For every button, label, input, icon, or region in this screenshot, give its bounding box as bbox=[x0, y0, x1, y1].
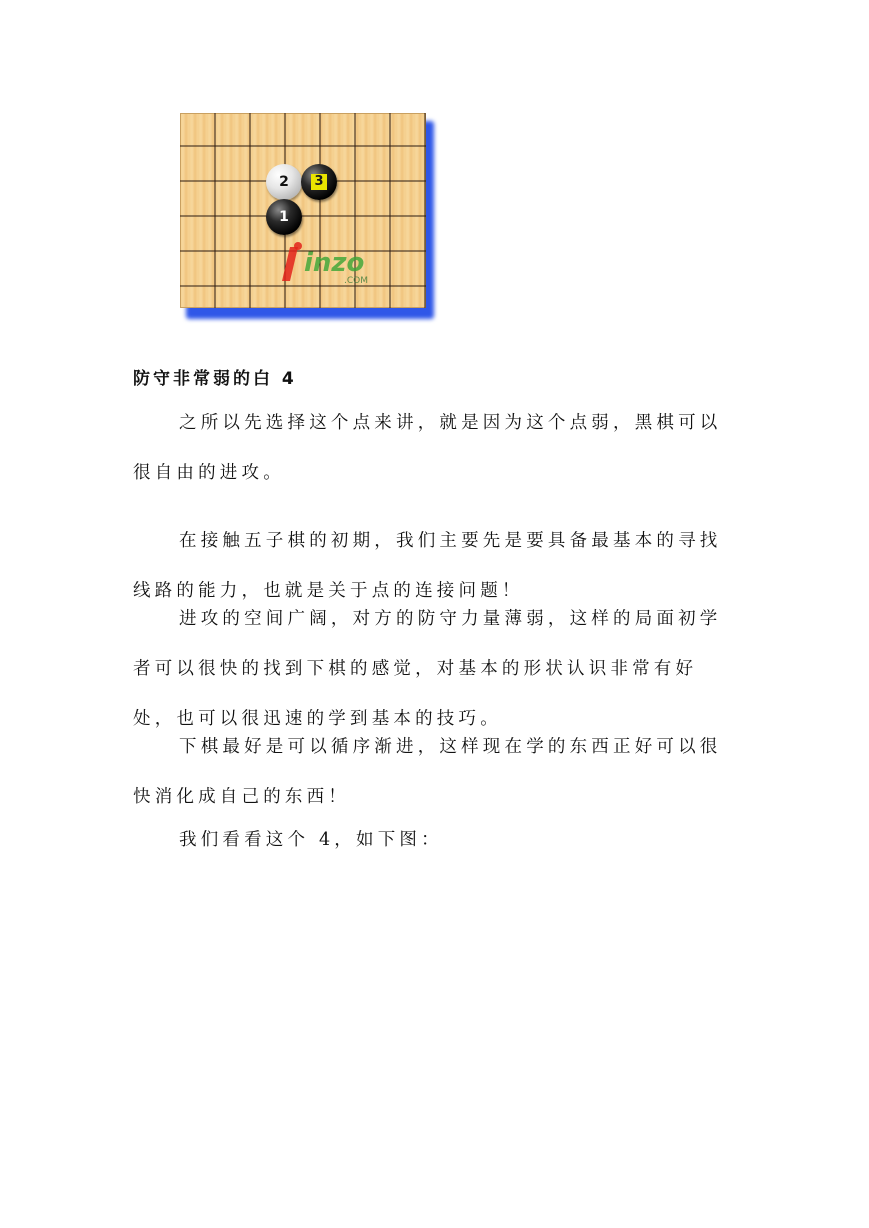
watermark-text: inzo bbox=[304, 248, 365, 278]
paragraph: 进攻的空间广阔，对方的防守力量薄弱，这样的局面初学者可以很快的找到下棋的感觉，对基本的形状认识非常有好处，也可以很迅速的学到基本的技巧。 bbox=[133, 609, 722, 729]
gomoku-board bbox=[180, 113, 426, 308]
section-heading: 防守非常弱的白 4 bbox=[133, 369, 297, 389]
gomoku-diagram bbox=[180, 113, 426, 308]
white-stone-2 bbox=[266, 164, 302, 200]
stone-label: 2 bbox=[279, 174, 289, 190]
black-stone-1 bbox=[266, 199, 302, 235]
paragraph: 之所以先选择这个点来讲，就是因为这个点弱，黑棋可以很自由的进攻。 bbox=[133, 413, 722, 483]
stone-label: 1 bbox=[279, 209, 289, 225]
watermark-sub: .COM bbox=[344, 276, 368, 286]
watermark-logo bbox=[276, 241, 396, 289]
paragraph: 在接触五子棋的初期，我们主要先是要具备最基本的寻找线路的能力，也就是关于点的连接问题！ bbox=[133, 531, 722, 601]
black-stone-3 bbox=[301, 164, 337, 200]
paragraph: 下棋最好是可以循序渐进，这样现在学的东西正好可以很快消化成自己的东西！ bbox=[133, 737, 722, 807]
stone-label-highlighted: 3 bbox=[311, 174, 326, 190]
paragraph: 我们看看这个 4，如下图： bbox=[179, 830, 443, 850]
